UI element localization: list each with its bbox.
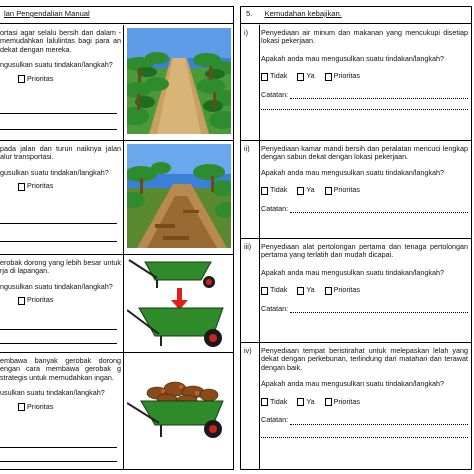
tidak-label: Tidak [270, 396, 288, 406]
item-text: Penyediaan alat pertolongan pertama dan tenaga pertolongan pertama yang terlatih dan mudah dicapai. [261, 242, 468, 260]
right-row-2 [241, 141, 471, 239]
option-prioritas[interactable] [325, 72, 360, 80]
option-tidak[interactable] [261, 398, 287, 406]
prioritas-checkbox[interactable] [18, 403, 25, 411]
catatan-extra-line[interactable] [261, 109, 468, 110]
option-prioritas[interactable] [325, 186, 360, 194]
ya-checkbox[interactable] [297, 287, 304, 295]
column-divider [123, 353, 124, 469]
plantation-road-clean-image [127, 28, 231, 134]
number-divider [259, 25, 260, 140]
item-number: iii) [244, 242, 252, 251]
left-row-4 [0, 353, 233, 469]
right-row-3 [241, 239, 471, 343]
prioritas-checkbox[interactable] [325, 287, 332, 295]
tidak-checkbox[interactable] [261, 187, 268, 195]
number-divider [259, 239, 260, 342]
option-ya[interactable] [297, 398, 314, 406]
loaded-wheelbarrow-image [127, 381, 231, 447]
right-row-1-body [261, 29, 468, 110]
catatan-label: Catatan: [261, 303, 289, 313]
option-ya[interactable] [297, 186, 314, 194]
answer-line [0, 223, 117, 224]
right-header [241, 7, 471, 24]
catatan-field[interactable] [261, 416, 468, 424]
number-divider [259, 343, 260, 469]
left-row-2-question: gusulkan suatu tindakan/langkah? [0, 167, 109, 177]
left-row-4-question: usulkan suatu tindakan/langkah? [0, 388, 105, 398]
ya-label: Ya [306, 185, 315, 195]
right-row-4-body [261, 347, 468, 438]
answer-options [261, 286, 468, 294]
prioritas-label: Prioritas [27, 73, 54, 83]
catatan-field[interactable] [261, 205, 468, 213]
prioritas-checkbox[interactable] [325, 187, 332, 195]
item-text: Penyediaan kamar mandi bersih dan peralatan mencuci lengkap dengan sabun dekat dengan lokasi pekerjaan. [261, 144, 468, 162]
ya-checkbox[interactable] [297, 73, 304, 81]
item-question: Apakah anda mau mengusulkan suatu tindakan/langkah? [261, 379, 445, 389]
left-row-1-text: ortasi agar selalu bersih dan dalam -memudahkan lalulintas bagi para an dekat dengan mereka. [0, 28, 121, 54]
left-row-4-text: embawa banyak gerobak dorong engan cara membawa gerobak g strategis untuk memudahkan ingan. [0, 356, 121, 382]
wheelbarrow-upgrade-image [127, 258, 231, 350]
item-question: Apakah anda mau mengusulkan suatu tindakan/langkah? [261, 53, 445, 63]
catatan-input-line[interactable] [290, 206, 468, 213]
left-row-3-question: ngusulkan suatu tindakan/langkah? [0, 281, 113, 291]
option-prioritas[interactable] [325, 398, 360, 406]
prioritas-checkbox[interactable] [325, 73, 332, 81]
catatan-field[interactable] [261, 91, 468, 99]
item-text: Penyediaan tempat beristirahat untuk melepaskan lelah yang dekat dengan perkebunan, terlindung dari matahari dan terawat dengan baik. [261, 346, 468, 372]
answer-line [0, 447, 117, 448]
welfare-facilities-column [240, 6, 472, 470]
right-row-2-body [261, 145, 468, 213]
option-ya[interactable] [297, 286, 314, 294]
left-row-1-question: ngusulkan suatu tindakan/langkah? [0, 60, 113, 70]
left-row-3-content [0, 259, 121, 305]
item-number: i) [244, 28, 248, 37]
left-header [0, 7, 233, 24]
answer-line [0, 461, 117, 462]
prioritas-checkbox[interactable] [18, 183, 25, 191]
answer-line [0, 343, 117, 344]
prioritas-checkbox[interactable] [18, 75, 25, 83]
item-question: Apakah anda mau mengusulkan suatu tindakan/langkah? [261, 267, 445, 277]
left-row-2-content [0, 145, 121, 191]
column-divider [123, 141, 124, 254]
prioritas-label: Prioritas [27, 401, 54, 411]
option-tidak[interactable] [261, 286, 287, 294]
catatan-field[interactable] [261, 305, 468, 313]
option-prioritas[interactable] [325, 286, 360, 294]
ya-checkbox[interactable] [297, 398, 304, 406]
section-number: 5. [246, 9, 253, 18]
prioritas-label: Prioritas [27, 181, 54, 191]
plantation-rough-road-image [127, 144, 231, 248]
catatan-input-line[interactable] [290, 92, 468, 99]
catatan-input-line[interactable] [290, 306, 468, 313]
left-row-1 [0, 25, 233, 141]
prioritas-checkbox[interactable] [18, 297, 25, 305]
catatan-label: Catatan: [261, 203, 289, 213]
left-row-4-content [0, 357, 121, 412]
tidak-checkbox[interactable] [261, 287, 268, 295]
item-text: Penyediaan air minum dan makanan yang mencukupi disetiap lokasi pekerjaan. [261, 28, 468, 46]
answer-options [261, 398, 468, 406]
left-row-3 [0, 255, 233, 353]
item-question: Apakah anda mau mengusulkan suatu tindakan/langkah? [261, 167, 445, 177]
prioritas-label: Prioritas [27, 295, 54, 305]
catatan-input-line[interactable] [290, 418, 468, 425]
option-tidak[interactable] [261, 72, 287, 80]
ya-checkbox[interactable] [297, 187, 304, 195]
item-number: iv) [244, 346, 252, 355]
answer-options [261, 186, 468, 194]
prioritas-label: Prioritas [333, 285, 360, 295]
catatan-extra-line[interactable] [261, 437, 468, 438]
left-header-title: lan Pengendalian Manual [4, 9, 90, 18]
left-row-2-text: pada jalan dan turun naiknya jalan alur transportasi. [0, 144, 121, 162]
left-row-3-option[interactable] [18, 296, 121, 305]
prioritas-label: Prioritas [333, 396, 360, 406]
column-divider [123, 25, 124, 140]
left-row-1-option[interactable] [18, 75, 121, 84]
left-row-3-text: erobak dorong yang lebih besar untuk rja di lapangan. [0, 258, 121, 276]
answer-line [0, 129, 117, 130]
ya-label: Ya [306, 396, 315, 406]
answer-line [0, 329, 117, 330]
prioritas-checkbox[interactable] [325, 398, 332, 406]
right-row-3-body [261, 243, 468, 313]
ya-label: Ya [306, 71, 315, 81]
right-row-4 [241, 343, 471, 469]
prioritas-label: Prioritas [333, 71, 360, 81]
manual-handling-column [0, 6, 234, 470]
left-row-2 [0, 141, 233, 255]
tidak-label: Tidak [270, 285, 288, 295]
option-tidak[interactable] [261, 186, 287, 194]
answer-line [0, 241, 117, 242]
tidak-checkbox[interactable] [261, 398, 268, 406]
left-row-1-content [0, 29, 121, 84]
left-row-2-option[interactable] [18, 182, 121, 191]
option-ya[interactable] [297, 72, 314, 80]
number-divider [259, 141, 260, 238]
catatan-label: Catatan: [261, 89, 289, 99]
tidak-label: Tidak [270, 71, 288, 81]
tidak-checkbox[interactable] [261, 73, 268, 81]
left-row-4-option[interactable] [18, 403, 121, 412]
right-row-1 [241, 25, 471, 141]
answer-line [0, 113, 117, 114]
prioritas-label: Prioritas [333, 185, 360, 195]
right-header-title: Kemudahan kebajikan. [264, 9, 342, 18]
item-number: ii) [244, 144, 250, 153]
answer-options [261, 72, 468, 80]
tidak-label: Tidak [270, 185, 288, 195]
ya-label: Ya [306, 285, 315, 295]
column-divider [123, 255, 124, 352]
catatan-label: Catatan: [261, 415, 289, 425]
